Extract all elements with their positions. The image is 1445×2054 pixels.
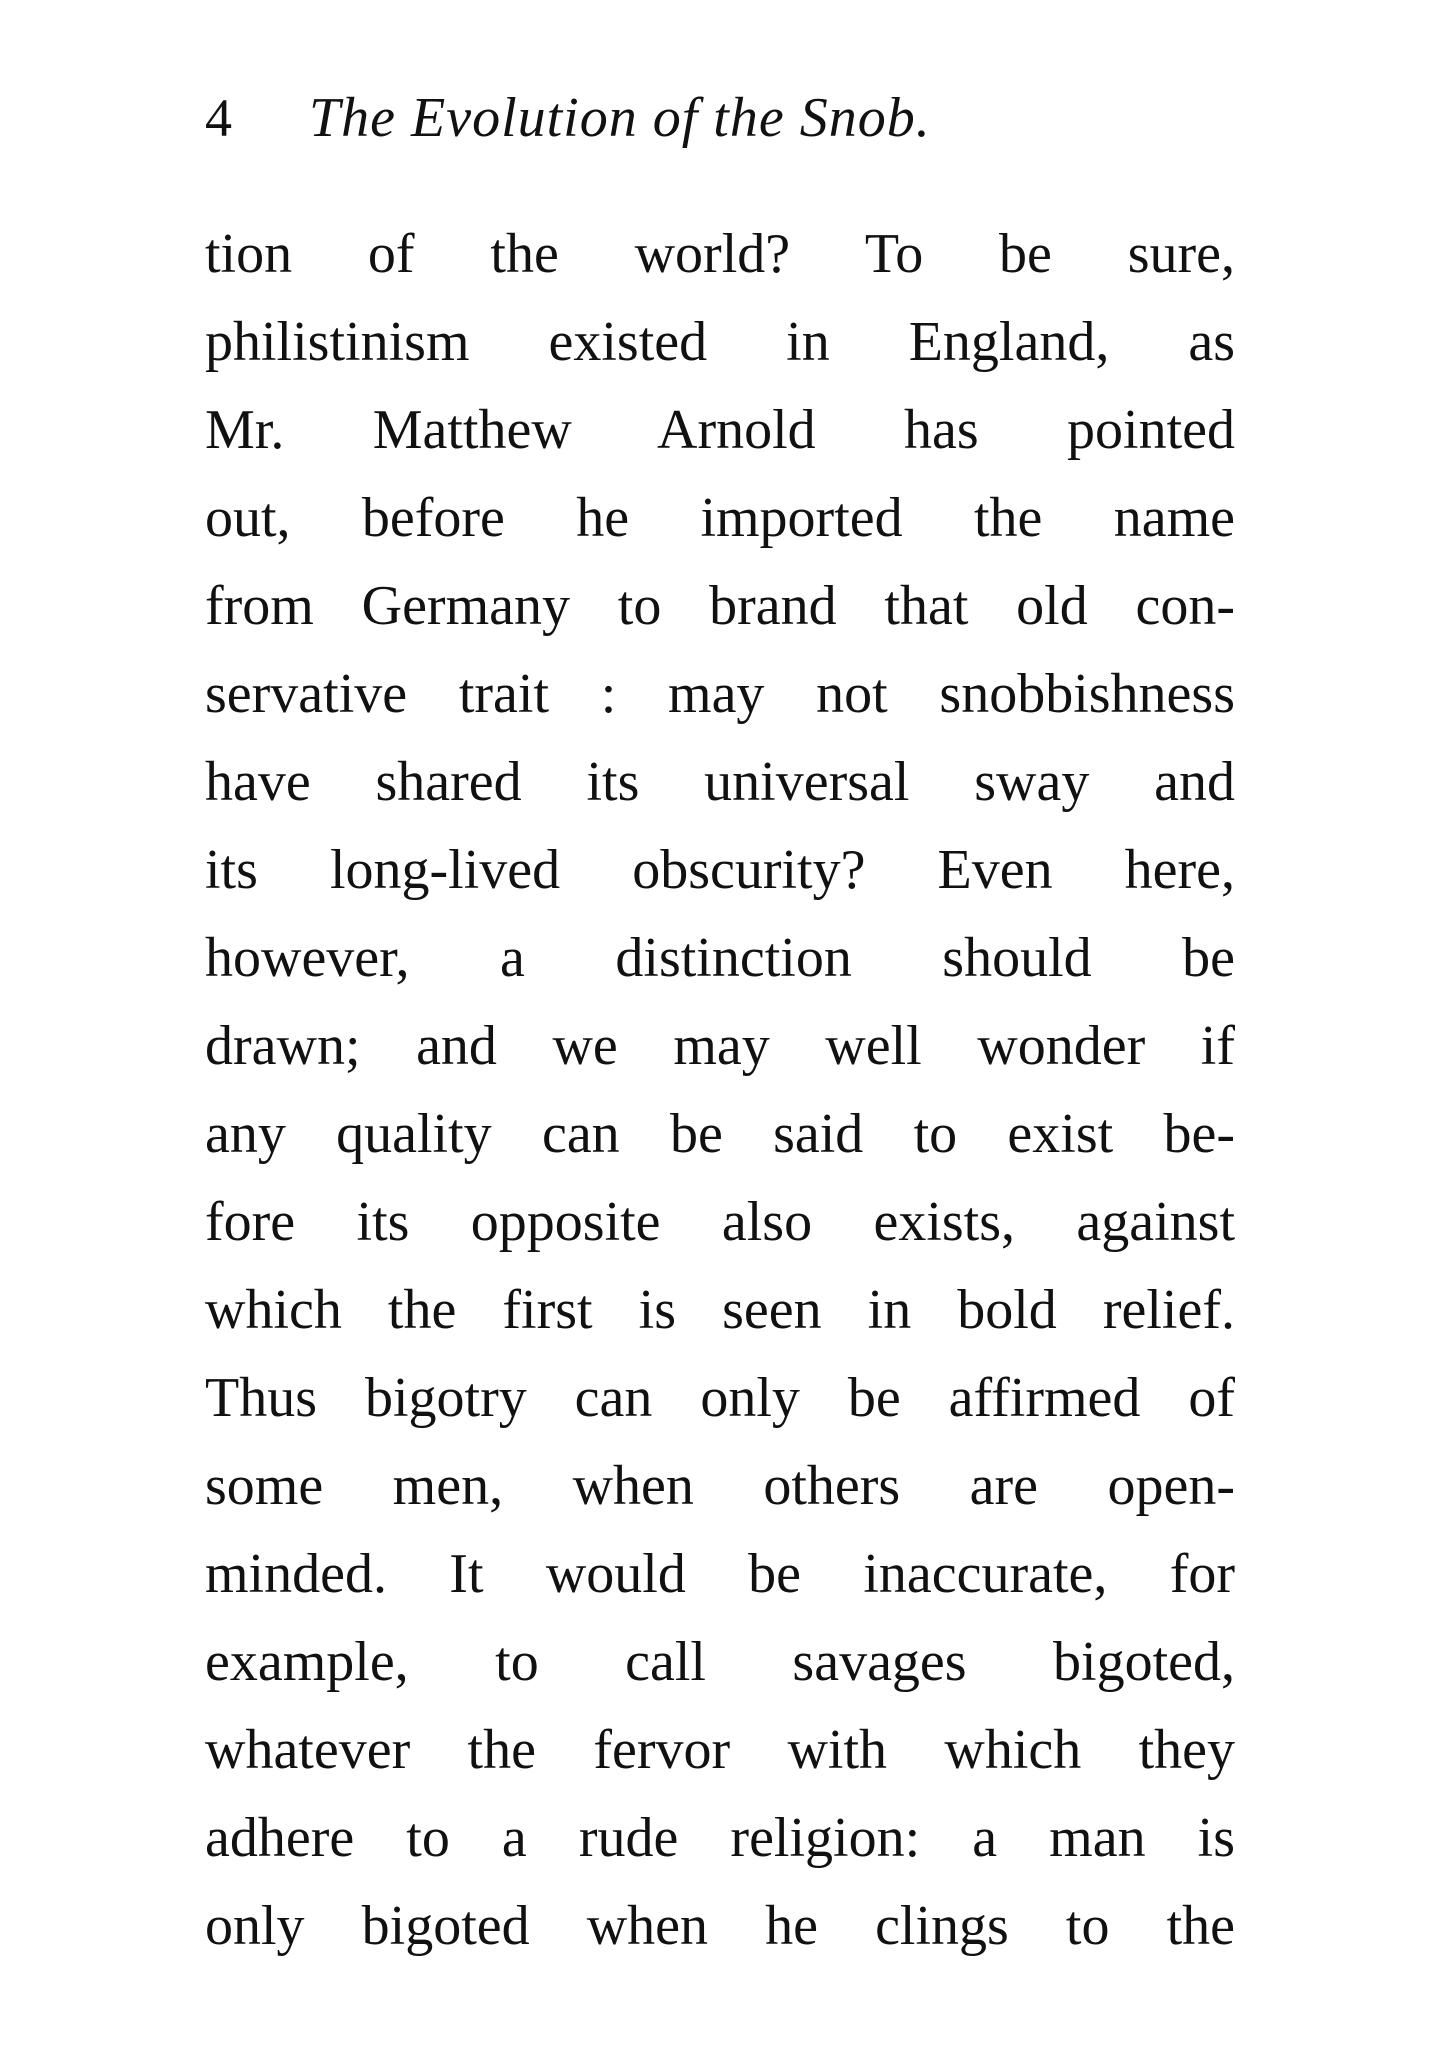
- text-line: example, to call savages bigoted,: [205, 1631, 1235, 1693]
- text-line: drawn; and we may well wonder if: [205, 1015, 1235, 1077]
- text-line: minded. It would be inaccurate, for: [205, 1543, 1235, 1605]
- text-line: which the first is seen in bold relief.: [205, 1279, 1235, 1341]
- text-line: some men, when others are open-: [205, 1455, 1235, 1517]
- text-line: philistinism existed in England, as: [205, 311, 1235, 373]
- page-number: 4: [205, 88, 232, 148]
- text-line: whatever the fervor with which they: [205, 1719, 1235, 1781]
- text-line: out, before he imported the name: [205, 487, 1235, 549]
- body-text: [205, 210, 1235, 1970]
- text-line: servative trait : may not snobbishness: [205, 663, 1235, 725]
- text-line: Mr. Matthew Arnold has pointed: [205, 399, 1235, 461]
- text-line: fore its opposite also exists, against: [205, 1191, 1235, 1253]
- page-header: [205, 78, 1235, 158]
- text-line: however, a distinction should be: [205, 927, 1235, 989]
- text-line: any quality can be said to exist be-: [205, 1103, 1235, 1165]
- text-line: have shared its universal sway and: [205, 751, 1235, 813]
- running-title: The Evolution of the Snob.: [309, 87, 931, 149]
- text-line: only bigoted when he clings to the: [205, 1895, 1235, 1957]
- text-line: adhere to a rude religion: a man is: [205, 1807, 1235, 1869]
- text-line: its long-lived obscurity? Even here,: [205, 839, 1235, 901]
- text-line: from Germany to brand that old con-: [205, 575, 1235, 637]
- text-line: Thus bigotry can only be affirmed of: [205, 1367, 1235, 1429]
- text-line: tion of the world? To be sure,: [205, 223, 1235, 285]
